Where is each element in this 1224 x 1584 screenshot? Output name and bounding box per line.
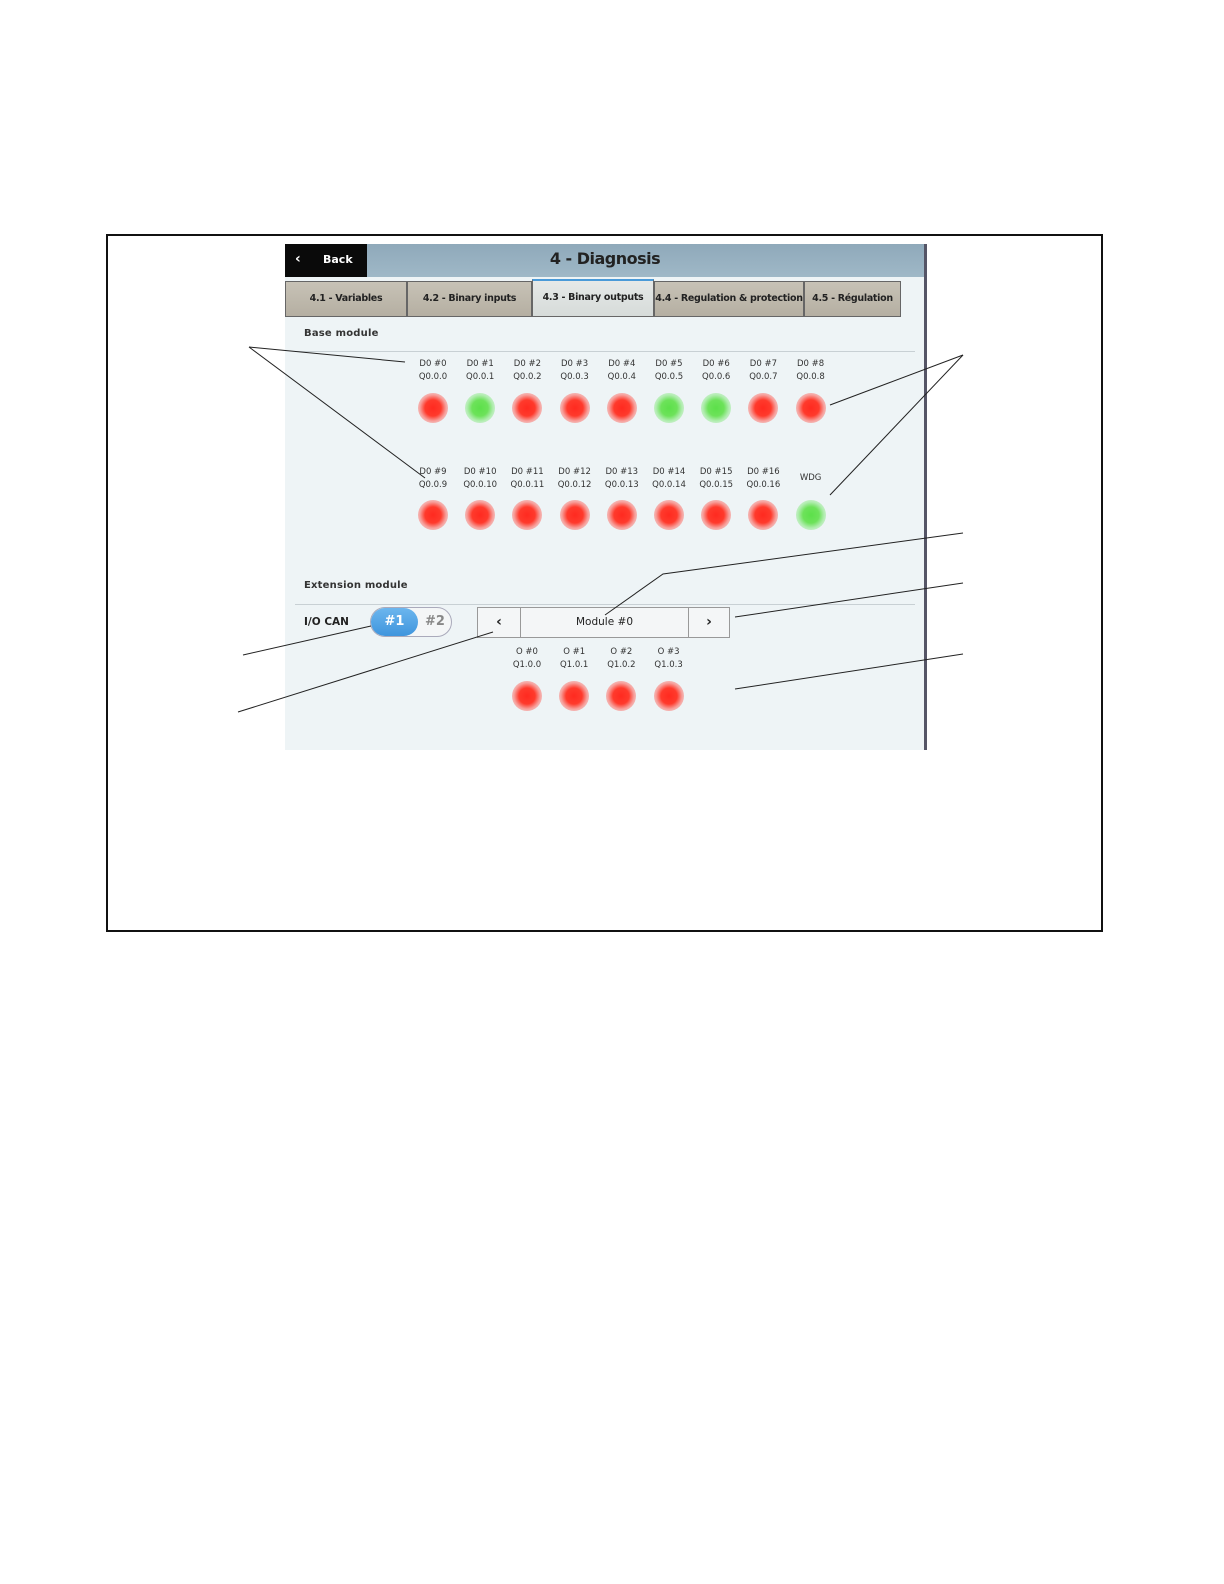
channel-address: Q0.0.0 (418, 372, 448, 382)
channel-address: Q0.0.1 (466, 372, 495, 382)
io-can-toggle[interactable] (370, 607, 452, 637)
status-led-green (796, 500, 826, 530)
status-led-red (748, 500, 778, 530)
tab-regulation[interactable]: 4.5 - Régulation (804, 281, 901, 317)
status-led-red (654, 681, 684, 711)
channel-address: Q0.0.10 (463, 480, 498, 490)
io-can-option-1[interactable]: #1 (371, 608, 418, 636)
page-title: 4 - Diagnosis (549, 249, 661, 268)
channel-name: D0 #12 (558, 467, 591, 477)
diagnosis-screen (285, 244, 927, 750)
status-led-red (559, 681, 589, 711)
channel-address: Q1.0.2 (607, 660, 636, 670)
extension-module-title: Extension module (304, 580, 408, 591)
channel-address: Q1.0.1 (560, 660, 589, 670)
channel-name: D0 #11 (511, 467, 544, 477)
base-module-title: Base module (304, 328, 379, 339)
channel-name: D0 #8 (797, 359, 825, 369)
channel-address: Q0.0.13 (604, 480, 639, 490)
tab-regulation-protection[interactable]: 4.4 - Regulation & protection (654, 281, 804, 317)
channel-name: D0 #10 (463, 467, 497, 477)
channel-name: D0 #14 (652, 467, 686, 477)
channel-name: O #0 (516, 647, 538, 657)
status-led-green (465, 393, 495, 423)
status-led-red (607, 393, 637, 423)
channel-address: Q0.0.7 (749, 372, 778, 382)
io-can-option-2[interactable]: #2 (425, 614, 445, 629)
status-led-green (654, 393, 684, 423)
channel-name: D0 #0 (419, 359, 447, 369)
module-navigator (477, 607, 730, 638)
channel-address: Q0.0.8 (796, 372, 825, 382)
tab-bar (285, 281, 927, 317)
channel-address: Q0.0.6 (702, 372, 731, 382)
channel-name: D0 #15 (699, 467, 733, 477)
channel-name: WDG (799, 473, 822, 483)
divider (295, 351, 915, 352)
channel-name: D0 #5 (655, 359, 683, 369)
status-led-red (606, 681, 636, 711)
channel-name: D0 #9 (419, 467, 447, 477)
module-label: Module #0 (576, 616, 633, 628)
tab-binary-outputs[interactable]: 4.3 - Binary outputs (532, 279, 654, 317)
tab-variables[interactable]: 4.1 - Variables (285, 281, 407, 317)
chevron-left-icon: ‹ (295, 251, 301, 267)
channel-address: Q1.0.3 (654, 660, 683, 670)
status-led-red (560, 500, 590, 530)
previous-module-button[interactable]: ‹ (478, 608, 521, 637)
top-bar (285, 244, 927, 277)
back-label: Back (323, 253, 353, 266)
status-led-red (701, 500, 731, 530)
io-can-label: I/O CAN (304, 616, 349, 628)
status-led-red (418, 393, 448, 423)
channel-address: Q0.0.11 (510, 480, 545, 490)
channel-address: Q0.0.3 (560, 372, 589, 382)
channel-name: O #3 (657, 647, 680, 657)
tab-binary-inputs[interactable]: 4.2 - Binary inputs (407, 281, 532, 317)
channel-name: D0 #7 (749, 359, 777, 369)
status-led-red (560, 393, 590, 423)
status-led-green (701, 393, 731, 423)
status-led-red (465, 500, 495, 530)
channel-name: D0 #6 (702, 359, 730, 369)
channel-address: Q1.0.0 (512, 660, 542, 670)
channel-address: Q0.0.4 (607, 372, 636, 382)
channel-name: D0 #16 (747, 467, 780, 477)
channel-address: Q0.0.15 (699, 480, 734, 490)
channel-name: D0 #2 (513, 359, 541, 369)
status-led-red (748, 393, 778, 423)
status-led-red (607, 500, 637, 530)
status-led-red (512, 393, 542, 423)
channel-name: D0 #3 (561, 359, 589, 369)
status-led-red (796, 393, 826, 423)
channel-name: D0 #4 (608, 359, 636, 369)
channel-name: O #2 (610, 647, 633, 657)
channel-name: D0 #13 (605, 467, 639, 477)
back-button[interactable] (285, 244, 367, 277)
channel-name: D0 #1 (466, 359, 494, 369)
channel-address: Q0.0.9 (418, 480, 448, 490)
channel-address: Q0.0.5 (654, 372, 684, 382)
channel-address: Q0.0.14 (652, 480, 686, 490)
channel-address: Q0.0.16 (746, 480, 781, 490)
channel-address: Q0.0.2 (513, 372, 542, 382)
status-led-red (418, 500, 448, 530)
status-led-red (512, 500, 542, 530)
divider (295, 604, 915, 605)
channel-address: Q0.0.12 (557, 480, 592, 490)
status-led-red (654, 500, 684, 530)
status-led-red (512, 681, 542, 711)
next-module-button[interactable]: › (688, 608, 729, 637)
channel-name: O #1 (563, 647, 586, 657)
